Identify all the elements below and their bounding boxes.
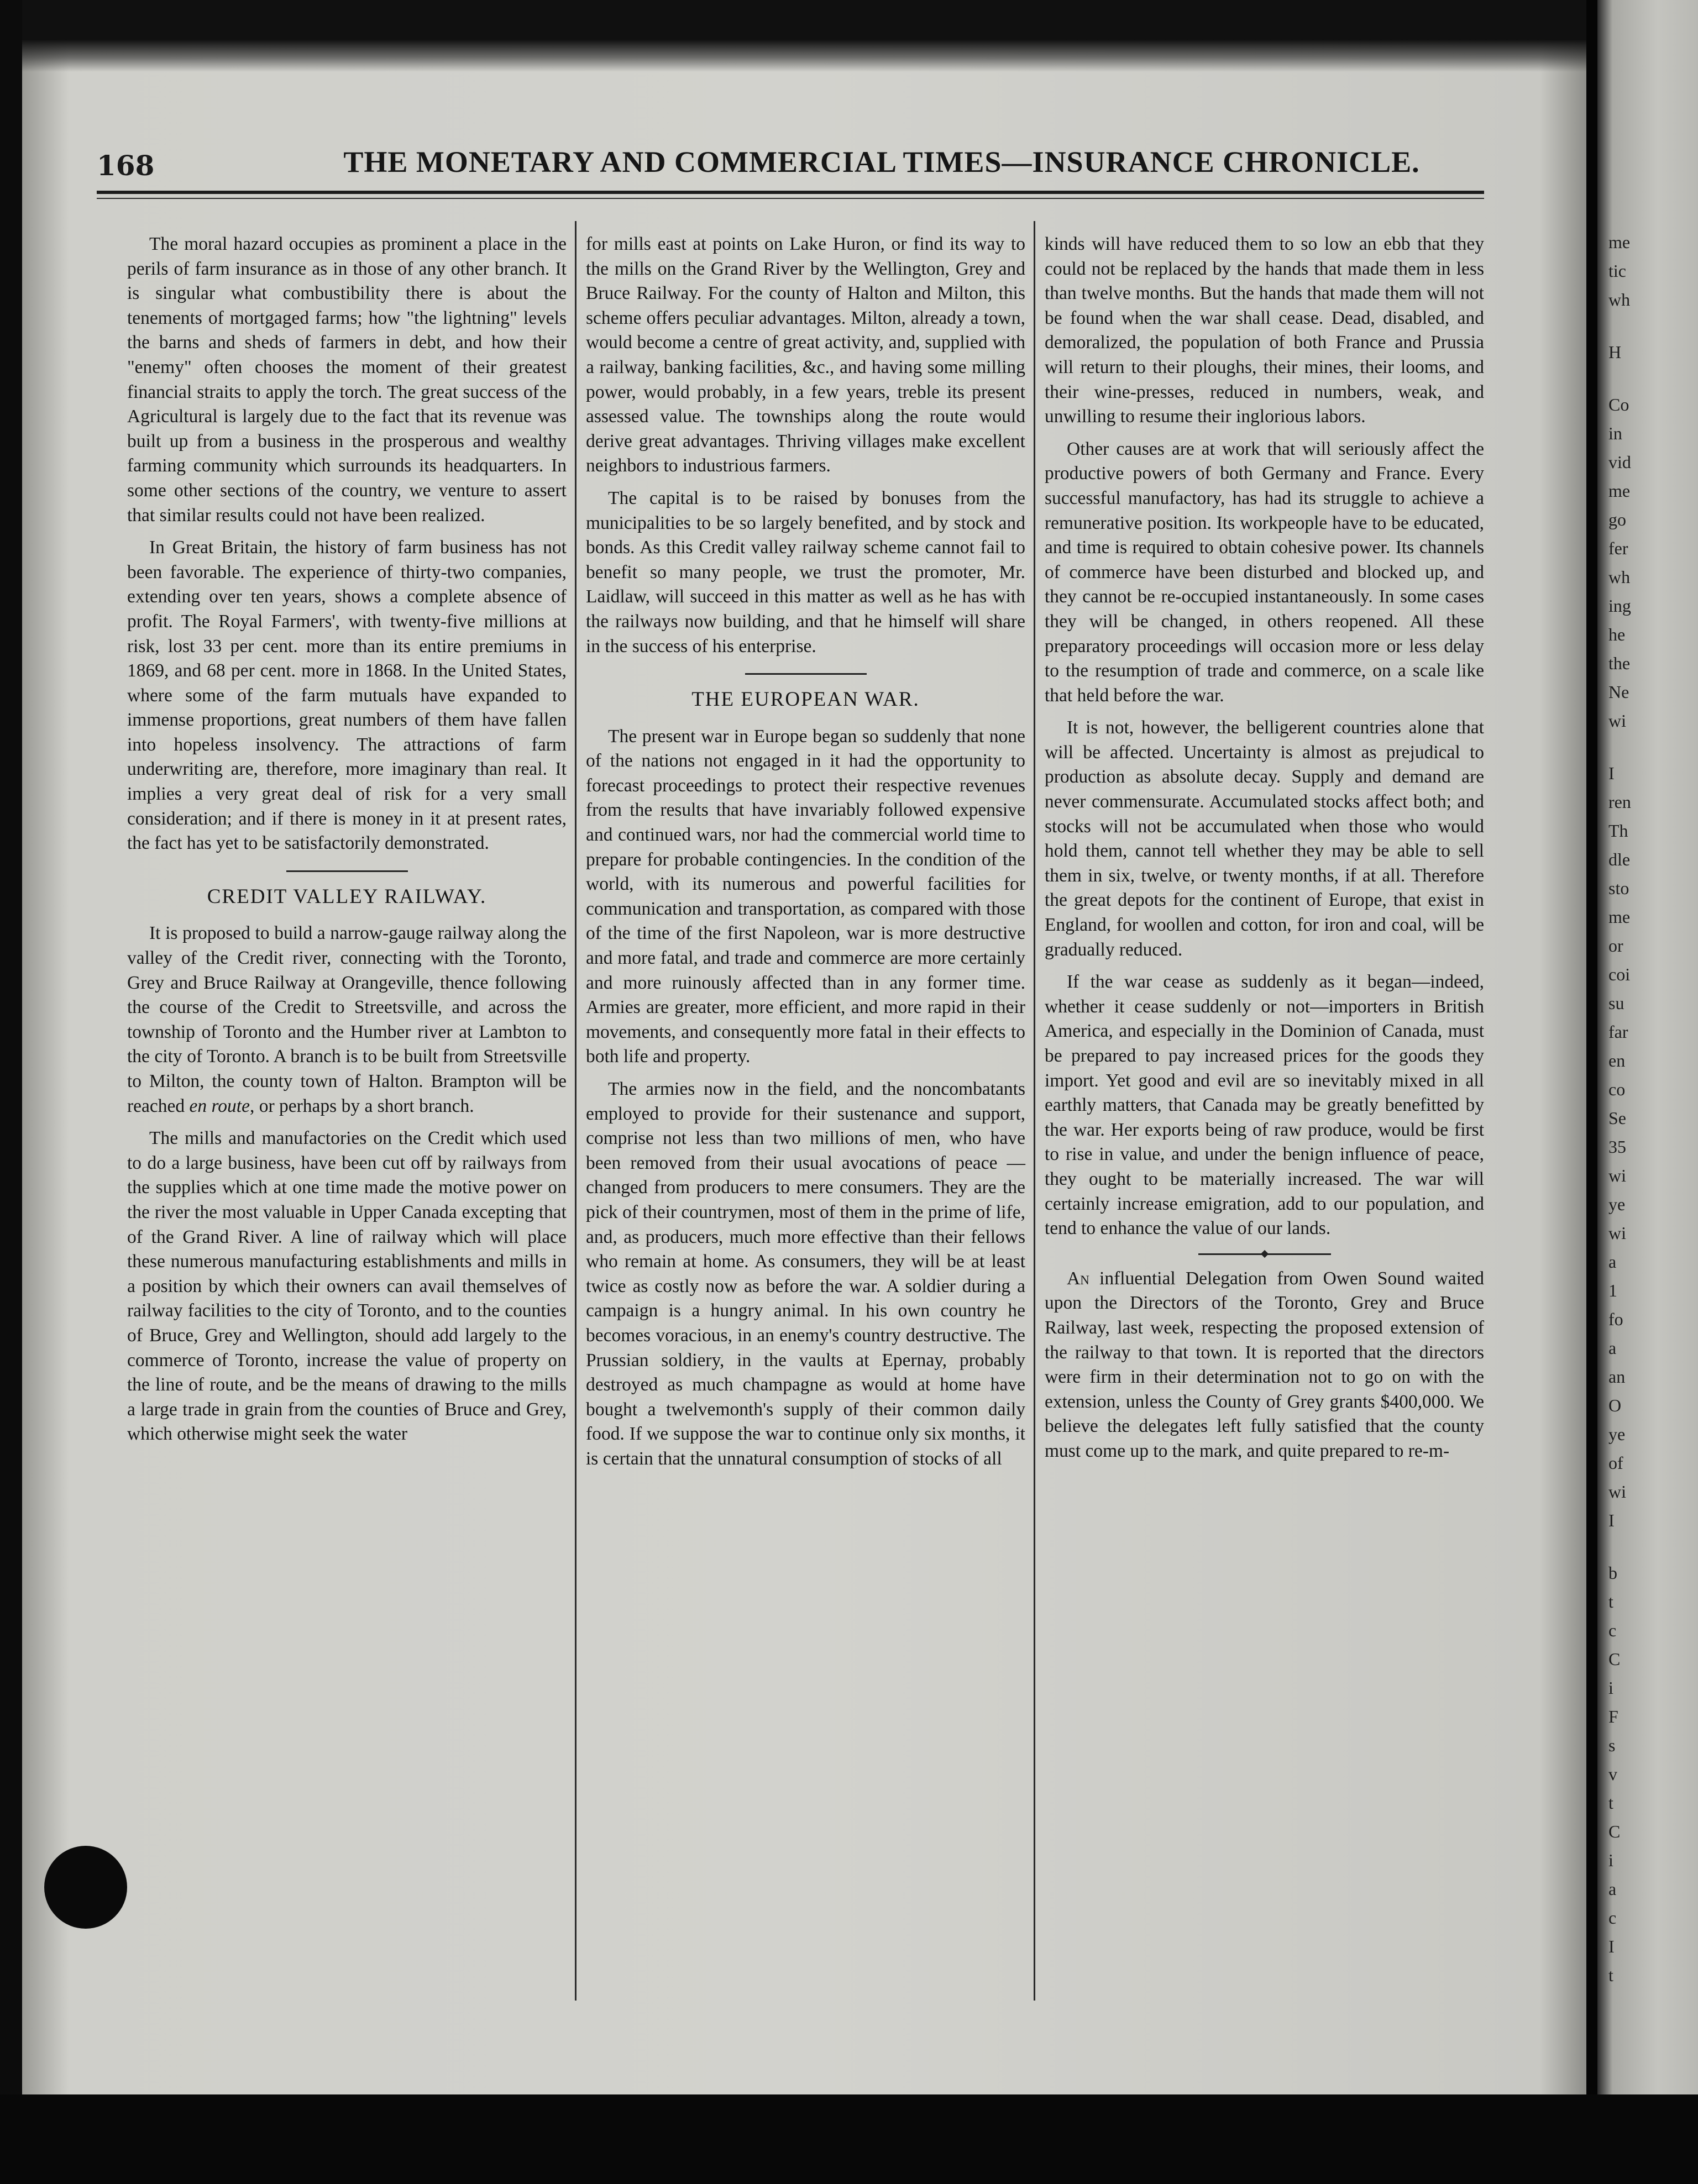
adjacent-page-fragment: Th (1608, 821, 1628, 841)
adjacent-page-fragment: ing (1608, 596, 1631, 616)
european-war-paragraph-1: The present war in Europe began so suddenly that none of the nations not engaged in it had the opportunity to forecast proceedings to protect their respective revenues from the results that have invariably followed expensive and continued wars, nor had the commercial world time to prepare for probable contingencies. In the condition of the world, with its numerous and powerful facilities for communication and transportation, as compared with those of the time of the first Napoleon, war is more destructive and more fatal, and trade and commerce are more certainly and more ruinously affected than in any former time. Armies are greater, more efficient, and more rapid in their movements, and consequently more fatal in their effects to both life and property. (586, 726, 1025, 1067)
owen-sound-delegation-paragraph: An influential Delegation from Owen Sound waited upon the Directors of the Toronto, Grey and Bruce Railway, last week, respecting the proposed extension of the railway to that town. It is reported that the directors were firm in their determination not to go on with the extension, unless the County of Grey grants $400,000. We believe the delegates left fully satisfied that the county must come up to the mark, and quite prepared to re-m- (1045, 1268, 1484, 1461)
column-separator-2 (1034, 221, 1035, 2001)
adjacent-page-fragment: s (1608, 1735, 1616, 1755)
adjacent-page-fragment: wi (1608, 1482, 1626, 1502)
adjacent-page-fragment: t (1608, 1793, 1613, 1813)
adjacent-page-fragment: wi (1608, 1223, 1626, 1243)
adjacent-page-fragment: me (1608, 232, 1631, 252)
page-number: 168 (97, 149, 155, 182)
running-title: THE MONETARY AND COMMERCIAL TIMES—INSURANCE CHRONICLE. (343, 145, 1420, 179)
adjacent-page-fragment: H (1608, 342, 1622, 362)
european-war-paragraph-5: It is not, however, the belligerent countries alone that will be affected. Uncertainty is almost as prejudical to production as absolute decay. Supply and demand are never commensurate. Accumulated stocks affect both; and stocks will not be accumulated when those who would hold them, cannot tell whether they may be able to sell them in six, twelve, or twenty months, if at all. Therefore the great depots for the continent of Europe, that exist in England, for woollen and cotton, for iron and coal, will be gradually reduced. (1045, 717, 1484, 960)
adjacent-page-fragment: of (1608, 1453, 1623, 1473)
adjacent-page-fragment: or (1608, 936, 1623, 956)
adjacent-page-fragment: t (1608, 1592, 1613, 1611)
adjacent-page-fragment: I (1608, 1510, 1615, 1530)
adjacent-page-fragment: v (1608, 1764, 1617, 1784)
adjacent-page-fragment: ye (1608, 1424, 1626, 1444)
european-war-heading: THE EUROPEAN WAR. (586, 673, 1025, 712)
newspaper-page (22, 0, 1586, 2094)
item-divider (1045, 1249, 1484, 1259)
credit-valley-paragraph-4: The capital is to be raised by bonuses from the municipalities to be so largely benefited, and by stock and bonds. As this Credit valley railway scheme cannot fail to benefit so many people, we trust the promoter, Mr. Laidlaw, will succeed in this matter as well as he has with the railways now building, and that he himself will share in the success of his enterprise. (586, 487, 1025, 657)
adjacent-page-fragment: go (1608, 510, 1626, 529)
adjacent-page-fragment: F (1608, 1707, 1618, 1726)
european-war-paragraph-2: The armies now in the field, and the noncombatants employed to provide for their sustenance and support, comprise not less than two millions of men, who have been removed from their usual avocations of peace —changed from producers to mere consumers. They are the pick of their countrymen, most of them in the prime of life, and, as producers, much more effective than their fellows who remain at home. As consumers, they will be at least twice as costly now as before the war. A soldier during a campaign is a hungry animal. In his own country he becomes voracious, in an enemy's country destructive. The Prussian soldiery, in the vaults at Epernay, probably destroyed as much champagne as would at home have bought a twelvemonth's supply of their common daily food. If we suppose the war to continue only six months, it is certain that the unnatural consumption of stocks of all (586, 1079, 1025, 1469)
adjacent-page-fragment: fer (1608, 538, 1628, 558)
adjacent-page-fragment: co (1608, 1079, 1626, 1099)
adjacent-page-fragment: 1 (1608, 1280, 1617, 1300)
credit-valley-heading: CREDIT VALLEY RAILWAY. (127, 870, 567, 910)
adjacent-page-fragment: tic (1608, 261, 1626, 281)
column-2 (586, 232, 1025, 1479)
adjacent-page-fragment: I (1608, 1936, 1615, 1956)
header-rule-thin (97, 198, 1484, 199)
adjacent-page-edge (1597, 0, 1698, 2094)
farm-insurance-paragraph-1: The moral hazard occupies as prominent a place in the perils of farm insurance as in those of any other branch. It is singular what combustibility there is about the tenements of mortgaged farms; how "the lightning" levels the barns and sheds of farmers in debt, and how their "enemy" often chooses the moment of their greatest financial straits to apply the torch. The great success of the Agricultural is largely due to the fact that its revenue was built up from a business in the prosperous and wealthy farming community which surrounds its headquarters. In some other sections of the country, we venture to assert that similar results could not have been realized. (127, 234, 567, 526)
adjacent-page-fragment: far (1608, 1022, 1628, 1042)
adjacent-page-fragment: ye (1608, 1194, 1626, 1214)
ink-blot (44, 1846, 127, 1929)
adjacent-page-fragment: i (1608, 1850, 1613, 1870)
page-header (97, 145, 1495, 183)
farm-insurance-paragraph-2: In Great Britain, the history of farm business has not been favorable. The experience of thirty-two companies, extending over ten years, shows a complete absence of profit. The Royal Farmers', with twenty-five millions at risk, lost 33 per cent. more than its entire premiums in 1869, and 68 per cent. more in 1868. In the United States, where some of the farm mutuals have expanded to immense proportions, great numbers of them have fallen into hopeless insolvency. The attractions of farm underwriting are, therefore, more imaginary than real. It implies a very great deal of risk for a very small consideration; and if there is money in it at present rates, the fact has yet to be satisfactorily demonstrated. (127, 537, 567, 854)
credit-valley-paragraph-2: The mills and manufactories on the Credit which used to do a large business, have been cut off by railways from the supplies which at one time made the motive power on the river the most valuable in Upper Canada excepting that of the Grand River. A line of railway which will place these numerous manufacturing establishments and mills in a position by which their owners can avail themselves of railway facilities to the city of Toronto, and to the counties of Bruce, Grey and Wellington, should add largely to the commerce of Toronto, increase the value of property on the line of route, and be the means of drawing to the mills a large trade in grain from the counties of Bruce and Grey, which otherwise might seek the water (127, 1128, 567, 1445)
adjacent-page-fragment: coi (1608, 964, 1631, 984)
adjacent-page-fragment: vid (1608, 452, 1631, 472)
adjacent-page-fragment: I (1608, 763, 1615, 783)
adjacent-page-fragment: a (1608, 1252, 1617, 1272)
adjacent-page-fragment: wh (1608, 567, 1631, 587)
adjacent-page-fragment: su (1608, 993, 1624, 1013)
european-war-paragraph-3: kinds will have reduced them to so low an ebb that they could not be replaced by the hands that made them in less than twelve months. But the hands that made them will not be found when the war shall cease. Dead, disabled, and demoralized, the population of both France and Prussia will return to their ploughs, their mines, their looms, and their wine-presses, reduced in numbers, weak, and unwilling to resume their inglorious labors. (1045, 234, 1484, 427)
adjacent-page-fragment: fo (1608, 1309, 1623, 1329)
adjacent-page-fragment: ren (1608, 792, 1631, 812)
adjacent-page-fragment: a (1608, 1338, 1617, 1358)
adjacent-page-fragment: Ne (1608, 682, 1629, 702)
adjacent-page-fragment: in (1608, 423, 1622, 443)
scan-top-shadow (22, 0, 1586, 72)
adjacent-page-fragment: 35 (1608, 1137, 1626, 1157)
adjacent-page-fragment: c (1608, 1620, 1617, 1640)
adjacent-page-fragment: Co (1608, 395, 1629, 414)
book-gutter (1586, 0, 1597, 2184)
adjacent-page-fragment: an (1608, 1367, 1626, 1387)
adjacent-page-fragment: O (1608, 1395, 1622, 1415)
column-3 (1045, 232, 1484, 1472)
credit-valley-paragraph-1: It is proposed to build a narrow-gauge railway along the valley of the Credit river, connecting with the Toronto, Grey and Bruce Railway at Orangeville, thence following the course of the Credit to Streetsville, and across the township of Toronto and the Humber river at Lambton to the city of Toronto. A branch is to be built from Streetsville to Milton, the county town of Halton. Brampton will be reached en route, or perhaps by a short branch. (127, 923, 567, 1116)
credit-valley-paragraph-3: for mills east at points on Lake Huron, or find its way to the mills on the Grand River by the Wellington, Grey and Bruce Railway. For the county of Halton and Milton, this scheme offers peculiar advantages. Milton, already a town, would become a centre of great activity, and, supplied with a railway, banking facilities, &c., and having some milling power, would probably, in a few years, treble its present assessed value. The townships along the route would derive great advantages. Thriving villages make excellent neighbors to industrious farmers. (586, 234, 1025, 476)
adjacent-page-fragment: wh (1608, 290, 1631, 309)
adjacent-page-fragment: b (1608, 1563, 1617, 1583)
adjacent-page-fragment: en (1608, 1051, 1626, 1070)
adjacent-page-fragment: i (1608, 1678, 1613, 1698)
european-war-paragraph-6: If the war cease as suddenly as it began—indeed, whether it cease suddenly or not—importers in British America, and especially in the Dominion of Canada, must be prepared to pay increased prices for the goods they import. Yet good and evil are so inevitably mixed in all earthly matters, that Canada may be greatly benefitted by the war. Her exports being of raw produce, would be first to rise in value, and under the benign influence of peace, they ought to be materially increased. The war will certainly increase emigration, add to our population, and tend to enhance the value of our lands. (1045, 972, 1484, 1239)
adjacent-page-fragment: c (1608, 1908, 1617, 1928)
header-rule (97, 191, 1484, 194)
scan-bottom-border (0, 2094, 1698, 2184)
column-separator-1 (575, 221, 577, 2001)
column-1 (127, 232, 567, 1455)
adjacent-page-fragment: me (1608, 481, 1631, 501)
adjacent-page-fragment: t (1608, 1965, 1613, 1985)
adjacent-page-fragment: C (1608, 1821, 1621, 1841)
adjacent-page-fragment: dle (1608, 849, 1631, 869)
adjacent-page-fragment: the (1608, 653, 1631, 673)
adjacent-page-fragment: sto (1608, 878, 1629, 898)
adjacent-page-fragment: wi (1608, 1166, 1626, 1185)
adjacent-page-fragment: C (1608, 1649, 1621, 1669)
adjacent-page-fragment: wi (1608, 711, 1626, 731)
adjacent-page-fragment: a (1608, 1879, 1617, 1899)
adjacent-page-fragment: he (1608, 624, 1626, 644)
adjacent-page-fragment: Se (1608, 1108, 1626, 1128)
european-war-paragraph-4: Other causes are at work that will seriously affect the productive powers of both Germany and France. Every successful manufactory, has had its struggle to achieve a remunerative position. Its workpeople have to be educated, and time is required to obtain cohesive power. Its channels of commerce have been disturbed and blocked up, and they cannot be re-occupied instantaneously. In some cases they will be changed, in others reopened. All these preparatory proceedings will occasion more or less delay to the resumption of trade and commerce, on a scale like that held before the war. (1045, 438, 1484, 706)
adjacent-page-fragment: me (1608, 907, 1631, 927)
